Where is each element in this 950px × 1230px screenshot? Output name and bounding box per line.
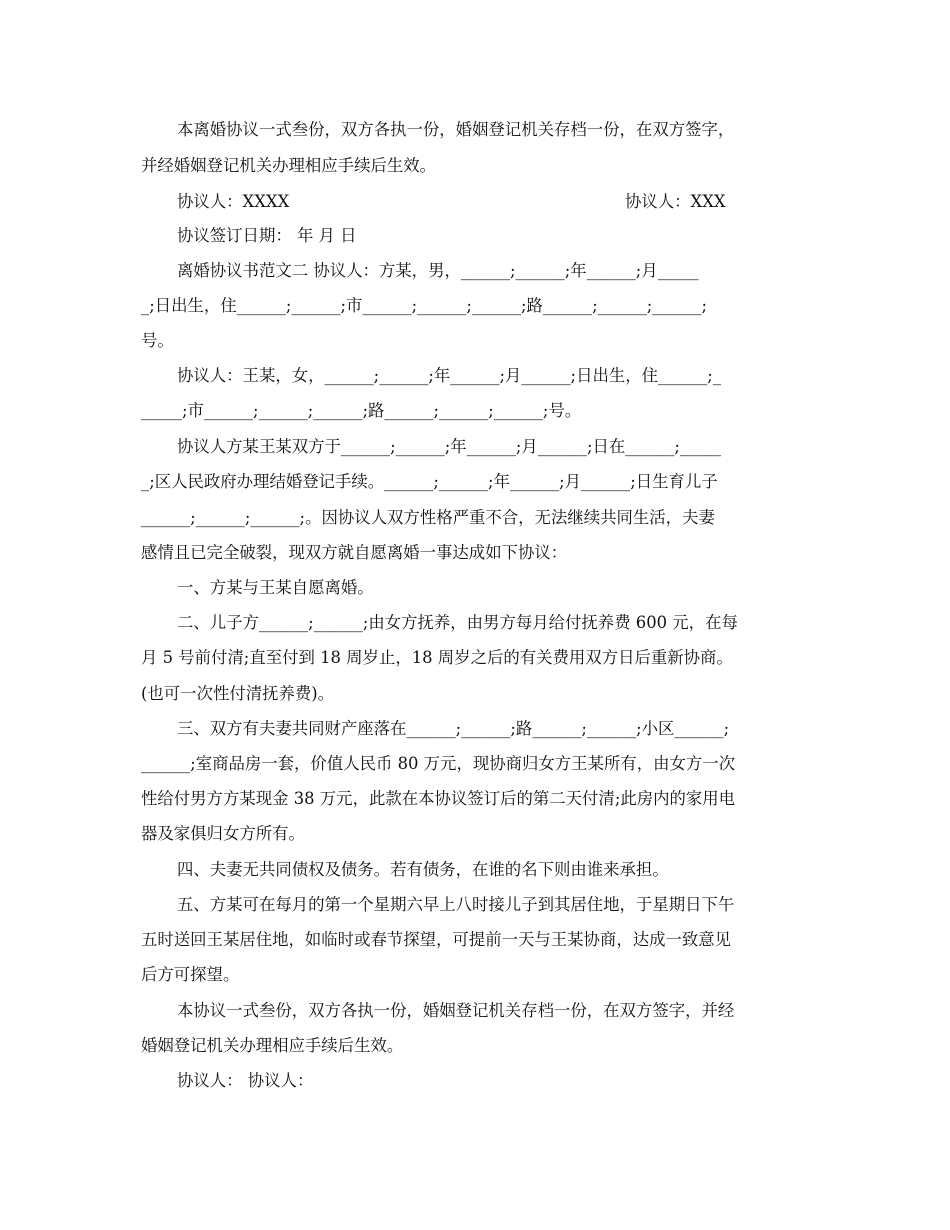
clause-two: 二、儿子方______;______;由女方抚养，由男方每月给付抚养费 600 元，在每 (177, 613, 738, 632)
paragraph-line: 器及家俱归女方所有。 (141, 824, 305, 843)
paragraph-line: 感情且已完全破裂，现双方就自愿离婚一事达成如下协议： (141, 543, 568, 562)
paragraph-line: (也可一次性付清抚养费)。 (141, 684, 335, 703)
paragraph-line: ______;室商品房一套，价值人民币 80 万元，现协商归女方王某所有，由女方一次 (141, 754, 736, 773)
signatory-label-right: 协议人：XXX (625, 192, 726, 211)
signing-date-label: 协议签订日期： 年 月 日 (177, 226, 357, 245)
clause-one: 一、方某与王某自愿离婚。 (177, 578, 374, 597)
paragraph-line: 协议人方某王某双方于______;______;年______;月______;日在______;_____ (177, 437, 721, 456)
paragraph-line: 性给付男方方某现金 38 万元，此款在本协议签订后的第二天付清;此房内的家用电 (141, 789, 736, 808)
paragraph-line: 后方可探望。 (141, 965, 240, 984)
paragraph-line: ______;______;______;。因协议人双方性格严重不合，无法继续共同生活，夫妻 (141, 508, 715, 527)
paragraph-line: _____;市______;______;______;路______;______;______;号。 (141, 401, 582, 420)
paragraph-line: _;日出生，住______;______;市______;______;______;路______;______;______; (141, 296, 708, 315)
paragraph-line: 协议人：王某，女，______;______;年______;月______;日出生，住______;_ (177, 366, 721, 385)
clause-five: 五、方某可在每月的第一个星期六早上八时接儿子到其居住地，于星期日下午 (177, 895, 735, 914)
paragraph-line: 并经婚姻登记机关办理相应手续后生效。 (141, 156, 437, 175)
paragraph-line: 号。 (141, 331, 174, 350)
paragraph-line: _;区人民政府办理结婚登记手续。______;______;年______;月______;日生育儿子 (141, 472, 718, 491)
paragraph-line: 本离婚协议一式叁份，双方各执一份，婚姻登记机关存档一份，在双方签字， (177, 120, 735, 139)
paragraph-line: 本协议一式叁份，双方各执一份，婚姻登记机关存档一份，在双方签字，并经 (177, 1001, 735, 1020)
clause-three: 三、双方有夫妻共同财产座落在______;______;路______;______;小区______; (177, 719, 730, 738)
signatory-label-left: 协议人：XXXX (177, 192, 290, 211)
paragraph-line: 婚姻登记机关办理相应手续后生效。 (141, 1036, 404, 1055)
clause-four: 四、夫妻无共同债权及债务。若有债务，在谁的名下则由谁来承担。 (177, 860, 669, 879)
paragraph-line: 离婚协议书范文二 协议人：方某，男，______;______;年______;月_____ (177, 261, 699, 280)
paragraph-line: 月 5 号前付清;直至付到 18 周岁止，18 周岁之后的有关费用双方日后重新协商。 (141, 648, 733, 667)
paragraph-line: 五时送回王某居住地，如临时或春节探望，可提前一天与王某协商，达成一致意见 (141, 930, 732, 949)
signatory-labels: 协议人： 协议人： (177, 1071, 314, 1090)
